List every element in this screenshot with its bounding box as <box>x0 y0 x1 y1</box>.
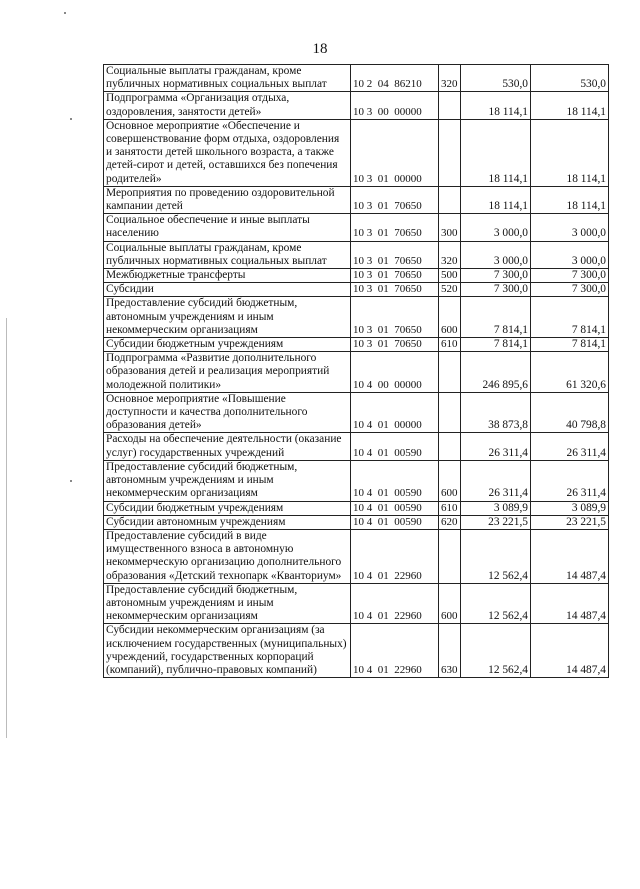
row-code-cell: 10 4 01 22960 <box>351 624 439 678</box>
scan-mark-lower <box>70 480 72 482</box>
row-name-cell: Субсидии бюджетным учреждениям <box>104 338 351 352</box>
row-expense-type-cell <box>439 433 461 460</box>
budget-table <box>103 64 609 678</box>
row-sum-year1-cell: 7 814,1 <box>461 338 531 352</box>
row-code-cell: 10 3 01 00000 <box>351 119 439 186</box>
row-name-cell: Субсидии бюджетным учреждениям <box>104 501 351 515</box>
row-sum-year1-cell: 23 221,5 <box>461 515 531 529</box>
row-sum-year2-cell: 23 221,5 <box>531 515 609 529</box>
row-expense-type-cell: 320 <box>439 65 461 92</box>
row-expense-type-cell: 610 <box>439 338 461 352</box>
scan-mark-top <box>64 12 66 14</box>
row-name-cell: Социальные выплаты гражданам, кроме публичных нормативных социальных выплат <box>104 241 351 268</box>
row-sum-year2-cell: 26 311,4 <box>531 460 609 501</box>
row-sum-year1-cell: 38 873,8 <box>461 392 531 433</box>
row-sum-year1-cell: 7 300,0 <box>461 283 531 297</box>
row-sum-year2-cell: 18 114,1 <box>531 119 609 186</box>
table-row <box>104 214 609 241</box>
row-expense-type-cell: 600 <box>439 583 461 624</box>
table-row <box>104 624 609 678</box>
row-expense-type-cell <box>439 529 461 583</box>
row-name-cell: Предоставление субсидий бюджетным, автономным учреждениям и иным некоммерческим организациям <box>104 297 351 338</box>
row-name-cell: Предоставление субсидий в виде имущественного взноса в автономную некоммерческую организацию дополнительного образования «Детский технопарк «Кванториум» <box>104 529 351 583</box>
row-sum-year2-cell: 7 814,1 <box>531 338 609 352</box>
row-sum-year1-cell: 3 089,9 <box>461 501 531 515</box>
table-row <box>104 460 609 501</box>
row-expense-type-cell <box>439 392 461 433</box>
row-sum-year2-cell: 14 487,4 <box>531 583 609 624</box>
row-expense-type-cell: 320 <box>439 241 461 268</box>
row-code-cell: 10 2 04 86210 <box>351 65 439 92</box>
row-sum-year1-cell: 3 000,0 <box>461 214 531 241</box>
row-sum-year2-cell: 40 798,8 <box>531 392 609 433</box>
row-code-cell: 10 4 01 00000 <box>351 392 439 433</box>
row-code-cell: 10 3 01 70650 <box>351 338 439 352</box>
table-row <box>104 392 609 433</box>
row-name-cell: Основное мероприятие «Повышение доступности и качества дополнительного образования детей» <box>104 392 351 433</box>
table-row <box>104 433 609 460</box>
row-sum-year1-cell: 18 114,1 <box>461 92 531 119</box>
row-code-cell: 10 3 01 70650 <box>351 269 439 283</box>
row-name-cell: Социальные выплаты гражданам, кроме публичных нормативных социальных выплат <box>104 65 351 92</box>
row-sum-year1-cell: 18 114,1 <box>461 119 531 186</box>
row-name-cell: Субсидии автономным учреждениям <box>104 515 351 529</box>
table-row <box>104 352 609 393</box>
table-row <box>104 515 609 529</box>
row-expense-type-cell <box>439 92 461 119</box>
row-sum-year1-cell: 7 300,0 <box>461 269 531 283</box>
row-sum-year1-cell: 3 000,0 <box>461 241 531 268</box>
row-expense-type-cell: 610 <box>439 501 461 515</box>
row-sum-year2-cell: 7 300,0 <box>531 269 609 283</box>
row-expense-type-cell: 300 <box>439 214 461 241</box>
table-row <box>104 92 609 119</box>
row-sum-year1-cell: 12 562,4 <box>461 624 531 678</box>
row-sum-year1-cell: 246 895,6 <box>461 352 531 393</box>
row-sum-year2-cell: 7 814,1 <box>531 297 609 338</box>
row-name-cell: Мероприятия по проведению оздоровительной кампании детей <box>104 186 351 213</box>
row-code-cell: 10 4 01 22960 <box>351 583 439 624</box>
table-row <box>104 338 609 352</box>
row-expense-type-cell <box>439 352 461 393</box>
table-row <box>104 297 609 338</box>
table-row <box>104 269 609 283</box>
table-row <box>104 241 609 268</box>
row-sum-year1-cell: 26 311,4 <box>461 460 531 501</box>
row-name-cell: Подпрограмма «Развитие дополнительного образования детей и реализация мероприятий молодежной политики» <box>104 352 351 393</box>
budget-table-body <box>104 65 609 678</box>
row-code-cell: 10 3 01 70650 <box>351 283 439 297</box>
row-sum-year1-cell: 12 562,4 <box>461 583 531 624</box>
row-expense-type-cell <box>439 186 461 213</box>
row-expense-type-cell: 520 <box>439 283 461 297</box>
row-name-cell: Подпрограмма «Организация отдыха, оздоровления, занятости детей» <box>104 92 351 119</box>
row-name-cell: Межбюджетные трансферты <box>104 269 351 283</box>
row-code-cell: 10 4 01 22960 <box>351 529 439 583</box>
row-expense-type-cell: 500 <box>439 269 461 283</box>
row-sum-year2-cell: 26 311,4 <box>531 433 609 460</box>
row-expense-type-cell: 600 <box>439 460 461 501</box>
row-sum-year1-cell: 18 114,1 <box>461 186 531 213</box>
row-name-cell: Основное мероприятие «Обеспечение и совершенствование форм отдыха, оздоровления и занятости детей школьного возраста, а также детей-сирот и детей, оставшихся без попечения родителей» <box>104 119 351 186</box>
row-sum-year2-cell: 3 089,9 <box>531 501 609 515</box>
row-code-cell: 10 4 00 00000 <box>351 352 439 393</box>
row-sum-year2-cell: 14 487,4 <box>531 624 609 678</box>
row-code-cell: 10 3 01 70650 <box>351 186 439 213</box>
row-expense-type-cell: 620 <box>439 515 461 529</box>
row-sum-year1-cell: 530,0 <box>461 65 531 92</box>
row-code-cell: 10 4 01 00590 <box>351 460 439 501</box>
row-code-cell: 10 3 01 70650 <box>351 297 439 338</box>
row-sum-year1-cell: 26 311,4 <box>461 433 531 460</box>
table-row <box>104 283 609 297</box>
table-row <box>104 119 609 186</box>
row-name-cell: Социальное обеспечение и иные выплаты населению <box>104 214 351 241</box>
row-name-cell: Субсидии некоммерческим организациям (за исключением государственных (муниципальных) учреждений, государственных корпораций (компаний), публично-правовых компаний) <box>104 624 351 678</box>
row-name-cell: Субсидии <box>104 283 351 297</box>
row-expense-type-cell: 630 <box>439 624 461 678</box>
scan-line-left <box>6 318 7 738</box>
row-code-cell: 10 3 01 70650 <box>351 241 439 268</box>
table-row <box>104 529 609 583</box>
row-name-cell: Расходы на обеспечение деятельности (оказание услуг) государственных учреждений <box>104 433 351 460</box>
row-sum-year1-cell: 7 814,1 <box>461 297 531 338</box>
table-row <box>104 186 609 213</box>
row-code-cell: 10 3 00 00000 <box>351 92 439 119</box>
row-code-cell: 10 3 01 70650 <box>351 214 439 241</box>
table-row <box>104 501 609 515</box>
row-name-cell: Предоставление субсидий бюджетным, автономным учреждениям и иным некоммерческим организациям <box>104 460 351 501</box>
row-sum-year2-cell: 7 300,0 <box>531 283 609 297</box>
row-sum-year1-cell: 12 562,4 <box>461 529 531 583</box>
row-sum-year2-cell: 18 114,1 <box>531 92 609 119</box>
page-number: 18 <box>312 41 328 57</box>
row-expense-type-cell <box>439 119 461 186</box>
row-sum-year2-cell: 3 000,0 <box>531 214 609 241</box>
row-code-cell: 10 4 01 00590 <box>351 515 439 529</box>
row-code-cell: 10 4 01 00590 <box>351 433 439 460</box>
row-sum-year2-cell: 18 114,1 <box>531 186 609 213</box>
row-sum-year2-cell: 530,0 <box>531 65 609 92</box>
row-name-cell: Предоставление субсидий бюджетным, автономным учреждениям и иным некоммерческим организациям <box>104 583 351 624</box>
table-row <box>104 583 609 624</box>
row-expense-type-cell: 600 <box>439 297 461 338</box>
table-row <box>104 65 609 92</box>
row-sum-year2-cell: 14 487,4 <box>531 529 609 583</box>
row-sum-year2-cell: 61 320,6 <box>531 352 609 393</box>
row-code-cell: 10 4 01 00590 <box>351 501 439 515</box>
scan-mark-upper <box>70 118 72 120</box>
row-sum-year2-cell: 3 000,0 <box>531 241 609 268</box>
